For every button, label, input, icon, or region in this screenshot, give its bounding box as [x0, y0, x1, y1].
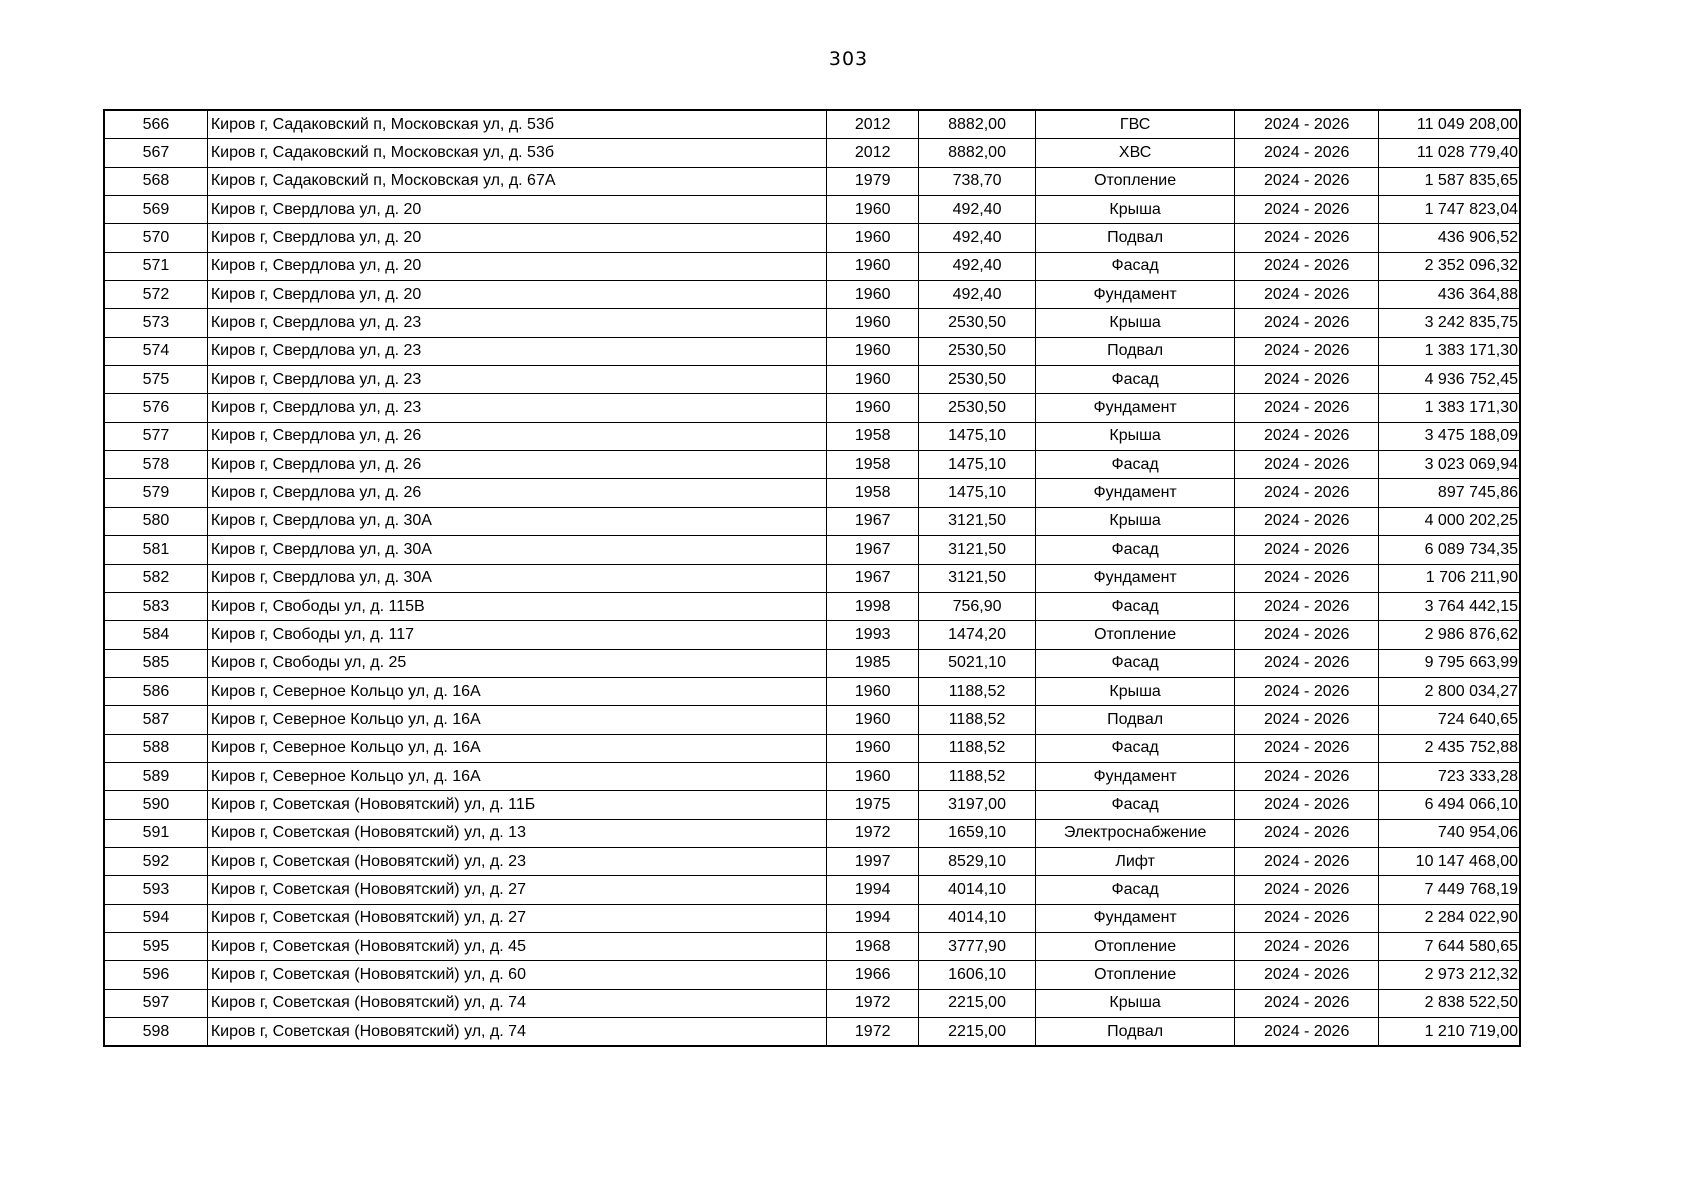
- year-built-cell: 1985: [827, 649, 919, 677]
- table-row: [104, 791, 1520, 819]
- row-number-cell: 577: [104, 422, 207, 450]
- period-cell: 2024 - 2026: [1235, 167, 1379, 195]
- year-built-cell: 1993: [827, 621, 919, 649]
- area-cell: 492,40: [919, 224, 1035, 252]
- table-row: [104, 139, 1520, 167]
- area-cell: 8529,10: [919, 847, 1035, 875]
- table-row: [104, 904, 1520, 932]
- period-cell: 2024 - 2026: [1235, 281, 1379, 309]
- area-cell: 492,40: [919, 252, 1035, 280]
- area-cell: 1475,10: [919, 479, 1035, 507]
- address-cell: Киров г, Советская (Нововятский) ул, д. 45: [207, 932, 826, 960]
- table-row: [104, 876, 1520, 904]
- year-built-cell: 1958: [827, 479, 919, 507]
- table-row: [104, 989, 1520, 1017]
- address-cell: Киров г, Свердлова ул, д. 26: [207, 422, 826, 450]
- period-cell: 2024 - 2026: [1235, 422, 1379, 450]
- period-cell: 2024 - 2026: [1235, 110, 1379, 139]
- cost-cell: 7 644 580,65: [1378, 932, 1520, 960]
- cost-cell: 3 242 835,75: [1378, 309, 1520, 337]
- period-cell: 2024 - 2026: [1235, 196, 1379, 224]
- table-row: [104, 677, 1520, 705]
- table-row: [104, 847, 1520, 875]
- area-cell: 1474,20: [919, 621, 1035, 649]
- area-cell: 492,40: [919, 281, 1035, 309]
- cost-cell: 11 049 208,00: [1378, 110, 1520, 139]
- cost-cell: 2 435 752,88: [1378, 734, 1520, 762]
- row-number-cell: 587: [104, 706, 207, 734]
- area-cell: 1659,10: [919, 819, 1035, 847]
- address-cell: Киров г, Свердлова ул, д. 23: [207, 337, 826, 365]
- period-cell: 2024 - 2026: [1235, 847, 1379, 875]
- address-cell: Киров г, Садаковский п, Московская ул, д. 53б: [207, 110, 826, 139]
- year-built-cell: 1960: [827, 196, 919, 224]
- year-built-cell: 1972: [827, 1018, 919, 1047]
- table-row: [104, 507, 1520, 535]
- work-type-cell: Крыша: [1035, 677, 1235, 705]
- year-built-cell: 1972: [827, 819, 919, 847]
- table-row: [104, 1018, 1520, 1047]
- year-built-cell: 1960: [827, 337, 919, 365]
- work-type-cell: Фундамент: [1035, 394, 1235, 422]
- row-number-cell: 586: [104, 677, 207, 705]
- address-cell: Киров г, Свободы ул, д. 115В: [207, 592, 826, 620]
- work-type-cell: Фасад: [1035, 536, 1235, 564]
- row-number-cell: 579: [104, 479, 207, 507]
- year-built-cell: 1958: [827, 451, 919, 479]
- period-cell: 2024 - 2026: [1235, 876, 1379, 904]
- work-type-cell: Фундамент: [1035, 762, 1235, 790]
- year-built-cell: 1960: [827, 309, 919, 337]
- address-cell: Киров г, Советская (Нововятский) ул, д. 60: [207, 961, 826, 989]
- row-number-cell: 589: [104, 762, 207, 790]
- area-cell: 3777,90: [919, 932, 1035, 960]
- row-number-cell: 572: [104, 281, 207, 309]
- work-type-cell: Отопление: [1035, 961, 1235, 989]
- cost-cell: 724 640,65: [1378, 706, 1520, 734]
- address-cell: Киров г, Северное Кольцо ул, д. 16А: [207, 734, 826, 762]
- period-cell: 2024 - 2026: [1235, 961, 1379, 989]
- period-cell: 2024 - 2026: [1235, 932, 1379, 960]
- area-cell: 1188,52: [919, 734, 1035, 762]
- address-cell: Киров г, Советская (Нововятский) ул, д. 13: [207, 819, 826, 847]
- period-cell: 2024 - 2026: [1235, 621, 1379, 649]
- area-cell: 1475,10: [919, 422, 1035, 450]
- row-number-cell: 571: [104, 252, 207, 280]
- area-cell: 756,90: [919, 592, 1035, 620]
- cost-cell: 1 383 171,30: [1378, 394, 1520, 422]
- address-cell: Киров г, Свердлова ул, д. 30А: [207, 564, 826, 592]
- table-row: [104, 621, 1520, 649]
- cost-cell: 2 973 212,32: [1378, 961, 1520, 989]
- row-number-cell: 592: [104, 847, 207, 875]
- table-row: [104, 309, 1520, 337]
- table-row: [104, 479, 1520, 507]
- year-built-cell: 1972: [827, 989, 919, 1017]
- row-number-cell: 585: [104, 649, 207, 677]
- cost-cell: 3 023 069,94: [1378, 451, 1520, 479]
- period-cell: 2024 - 2026: [1235, 337, 1379, 365]
- year-built-cell: 1960: [827, 677, 919, 705]
- address-cell: Киров г, Свободы ул, д. 25: [207, 649, 826, 677]
- address-cell: Киров г, Свердлова ул, д. 20: [207, 196, 826, 224]
- row-number-cell: 595: [104, 932, 207, 960]
- work-type-cell: Фасад: [1035, 592, 1235, 620]
- cost-cell: 3 475 188,09: [1378, 422, 1520, 450]
- row-number-cell: 566: [104, 110, 207, 139]
- work-type-cell: Подвал: [1035, 706, 1235, 734]
- period-cell: 2024 - 2026: [1235, 479, 1379, 507]
- cost-cell: 9 795 663,99: [1378, 649, 1520, 677]
- area-cell: 3197,00: [919, 791, 1035, 819]
- address-cell: Киров г, Свердлова ул, д. 20: [207, 281, 826, 309]
- year-built-cell: 1960: [827, 281, 919, 309]
- table-row: [104, 167, 1520, 195]
- address-cell: Киров г, Свердлова ул, д. 30А: [207, 536, 826, 564]
- year-built-cell: 1968: [827, 932, 919, 960]
- cost-cell: 436 906,52: [1378, 224, 1520, 252]
- table-row: [104, 961, 1520, 989]
- cost-cell: 436 364,88: [1378, 281, 1520, 309]
- work-type-cell: Отопление: [1035, 167, 1235, 195]
- table-row: [104, 196, 1520, 224]
- work-type-cell: Фасад: [1035, 791, 1235, 819]
- period-cell: 2024 - 2026: [1235, 139, 1379, 167]
- address-cell: Киров г, Северное Кольцо ул, д. 16А: [207, 762, 826, 790]
- cost-cell: 1 706 211,90: [1378, 564, 1520, 592]
- area-cell: 8882,00: [919, 110, 1035, 139]
- cost-cell: 4 000 202,25: [1378, 507, 1520, 535]
- area-cell: 4014,10: [919, 904, 1035, 932]
- address-cell: Киров г, Свердлова ул, д. 20: [207, 224, 826, 252]
- work-type-cell: Крыша: [1035, 989, 1235, 1017]
- cost-cell: 6 089 734,35: [1378, 536, 1520, 564]
- area-cell: 492,40: [919, 196, 1035, 224]
- row-number-cell: 567: [104, 139, 207, 167]
- address-cell: Киров г, Советская (Нововятский) ул, д. 11Б: [207, 791, 826, 819]
- address-cell: Киров г, Советская (Нововятский) ул, д. 27: [207, 904, 826, 932]
- cost-cell: 2 800 034,27: [1378, 677, 1520, 705]
- row-number-cell: 590: [104, 791, 207, 819]
- year-built-cell: 1998: [827, 592, 919, 620]
- period-cell: 2024 - 2026: [1235, 1018, 1379, 1047]
- period-cell: 2024 - 2026: [1235, 791, 1379, 819]
- area-cell: 8882,00: [919, 139, 1035, 167]
- cost-cell: 4 936 752,45: [1378, 366, 1520, 394]
- work-type-cell: ГВС: [1035, 110, 1235, 139]
- work-type-cell: Крыша: [1035, 422, 1235, 450]
- cost-cell: 1 210 719,00: [1378, 1018, 1520, 1047]
- address-cell: Киров г, Свердлова ул, д. 30А: [207, 507, 826, 535]
- area-cell: 1475,10: [919, 451, 1035, 479]
- year-built-cell: 1967: [827, 564, 919, 592]
- year-built-cell: 1966: [827, 961, 919, 989]
- work-type-cell: Фасад: [1035, 366, 1235, 394]
- year-built-cell: 1967: [827, 536, 919, 564]
- work-type-cell: Крыша: [1035, 196, 1235, 224]
- area-cell: 5021,10: [919, 649, 1035, 677]
- row-number-cell: 576: [104, 394, 207, 422]
- row-number-cell: 584: [104, 621, 207, 649]
- table-row: [104, 451, 1520, 479]
- work-type-cell: Фундамент: [1035, 281, 1235, 309]
- row-number-cell: 598: [104, 1018, 207, 1047]
- table-row: [104, 110, 1520, 139]
- table-row: [104, 592, 1520, 620]
- work-type-cell: Фасад: [1035, 734, 1235, 762]
- repair-program-table: [103, 109, 1521, 1047]
- year-built-cell: 1960: [827, 252, 919, 280]
- period-cell: 2024 - 2026: [1235, 507, 1379, 535]
- work-type-cell: Электроснабжение: [1035, 819, 1235, 847]
- table-row: [104, 394, 1520, 422]
- period-cell: 2024 - 2026: [1235, 309, 1379, 337]
- work-type-cell: Фасад: [1035, 876, 1235, 904]
- area-cell: 1188,52: [919, 706, 1035, 734]
- year-built-cell: 1960: [827, 706, 919, 734]
- table-row: [104, 762, 1520, 790]
- period-cell: 2024 - 2026: [1235, 677, 1379, 705]
- period-cell: 2024 - 2026: [1235, 904, 1379, 932]
- address-cell: Киров г, Советская (Нововятский) ул, д. 74: [207, 1018, 826, 1047]
- work-type-cell: Подвал: [1035, 1018, 1235, 1047]
- year-built-cell: 1960: [827, 762, 919, 790]
- address-cell: Киров г, Советская (Нововятский) ул, д. 74: [207, 989, 826, 1017]
- period-cell: 2024 - 2026: [1235, 706, 1379, 734]
- row-number-cell: 568: [104, 167, 207, 195]
- row-number-cell: 581: [104, 536, 207, 564]
- row-number-cell: 597: [104, 989, 207, 1017]
- area-cell: 2530,50: [919, 394, 1035, 422]
- cost-cell: 897 745,86: [1378, 479, 1520, 507]
- work-type-cell: Подвал: [1035, 337, 1235, 365]
- row-number-cell: 594: [104, 904, 207, 932]
- table-row: [104, 337, 1520, 365]
- period-cell: 2024 - 2026: [1235, 592, 1379, 620]
- table-row: [104, 932, 1520, 960]
- year-built-cell: 2012: [827, 110, 919, 139]
- table-row: [104, 649, 1520, 677]
- work-type-cell: Подвал: [1035, 224, 1235, 252]
- year-built-cell: 1979: [827, 167, 919, 195]
- table-row: [104, 252, 1520, 280]
- area-cell: 1188,52: [919, 677, 1035, 705]
- cost-cell: 11 028 779,40: [1378, 139, 1520, 167]
- area-cell: 1188,52: [919, 762, 1035, 790]
- work-type-cell: Отопление: [1035, 621, 1235, 649]
- area-cell: 2530,50: [919, 309, 1035, 337]
- cost-cell: 1 587 835,65: [1378, 167, 1520, 195]
- address-cell: Киров г, Свердлова ул, д. 23: [207, 394, 826, 422]
- period-cell: 2024 - 2026: [1235, 819, 1379, 847]
- period-cell: 2024 - 2026: [1235, 762, 1379, 790]
- year-built-cell: 1975: [827, 791, 919, 819]
- table-row: [104, 224, 1520, 252]
- work-type-cell: Крыша: [1035, 507, 1235, 535]
- period-cell: 2024 - 2026: [1235, 366, 1379, 394]
- table-row: [104, 281, 1520, 309]
- area-cell: 3121,50: [919, 507, 1035, 535]
- work-type-cell: ХВС: [1035, 139, 1235, 167]
- year-built-cell: 1997: [827, 847, 919, 875]
- cost-cell: 2 838 522,50: [1378, 989, 1520, 1017]
- address-cell: Киров г, Свободы ул, д. 117: [207, 621, 826, 649]
- address-cell: Киров г, Свердлова ул, д. 26: [207, 479, 826, 507]
- row-number-cell: 580: [104, 507, 207, 535]
- row-number-cell: 582: [104, 564, 207, 592]
- period-cell: 2024 - 2026: [1235, 649, 1379, 677]
- row-number-cell: 570: [104, 224, 207, 252]
- table-body: [104, 110, 1520, 1046]
- work-type-cell: Фундамент: [1035, 904, 1235, 932]
- address-cell: Киров г, Свердлова ул, д. 23: [207, 366, 826, 394]
- cost-cell: 2 284 022,90: [1378, 904, 1520, 932]
- address-cell: Киров г, Северное Кольцо ул, д. 16А: [207, 677, 826, 705]
- cost-cell: 2 352 096,32: [1378, 252, 1520, 280]
- period-cell: 2024 - 2026: [1235, 451, 1379, 479]
- period-cell: 2024 - 2026: [1235, 394, 1379, 422]
- table-row: [104, 734, 1520, 762]
- cost-cell: 740 954,06: [1378, 819, 1520, 847]
- area-cell: 3121,50: [919, 536, 1035, 564]
- period-cell: 2024 - 2026: [1235, 734, 1379, 762]
- address-cell: Киров г, Советская (Нововятский) ул, д. 27: [207, 876, 826, 904]
- table-row: [104, 536, 1520, 564]
- address-cell: Киров г, Свердлова ул, д. 26: [207, 451, 826, 479]
- area-cell: 4014,10: [919, 876, 1035, 904]
- table-row: [104, 819, 1520, 847]
- table-row: [104, 706, 1520, 734]
- year-built-cell: 1960: [827, 224, 919, 252]
- page-number: 303: [828, 48, 869, 70]
- work-type-cell: Фасад: [1035, 649, 1235, 677]
- address-cell: Киров г, Свердлова ул, д. 20: [207, 252, 826, 280]
- row-number-cell: 573: [104, 309, 207, 337]
- address-cell: Киров г, Свердлова ул, д. 23: [207, 309, 826, 337]
- area-cell: 3121,50: [919, 564, 1035, 592]
- row-number-cell: 596: [104, 961, 207, 989]
- year-built-cell: 1967: [827, 507, 919, 535]
- period-cell: 2024 - 2026: [1235, 989, 1379, 1017]
- work-type-cell: Фундамент: [1035, 479, 1235, 507]
- cost-cell: 723 333,28: [1378, 762, 1520, 790]
- row-number-cell: 588: [104, 734, 207, 762]
- area-cell: 738,70: [919, 167, 1035, 195]
- address-cell: Киров г, Советская (Нововятский) ул, д. 23: [207, 847, 826, 875]
- area-cell: 2215,00: [919, 989, 1035, 1017]
- cost-cell: 3 764 442,15: [1378, 592, 1520, 620]
- work-type-cell: Отопление: [1035, 932, 1235, 960]
- work-type-cell: Фасад: [1035, 451, 1235, 479]
- address-cell: Киров г, Садаковский п, Московская ул, д. 67А: [207, 167, 826, 195]
- area-cell: 2215,00: [919, 1018, 1035, 1047]
- row-number-cell: 578: [104, 451, 207, 479]
- cost-cell: 1 383 171,30: [1378, 337, 1520, 365]
- row-number-cell: 593: [104, 876, 207, 904]
- year-built-cell: 1958: [827, 422, 919, 450]
- work-type-cell: Лифт: [1035, 847, 1235, 875]
- table-row: [104, 366, 1520, 394]
- year-built-cell: 1960: [827, 366, 919, 394]
- area-cell: 2530,50: [919, 366, 1035, 394]
- cost-cell: 7 449 768,19: [1378, 876, 1520, 904]
- row-number-cell: 591: [104, 819, 207, 847]
- area-cell: 1606,10: [919, 961, 1035, 989]
- period-cell: 2024 - 2026: [1235, 224, 1379, 252]
- address-cell: Киров г, Садаковский п, Московская ул, д. 53б: [207, 139, 826, 167]
- period-cell: 2024 - 2026: [1235, 536, 1379, 564]
- work-type-cell: Крыша: [1035, 309, 1235, 337]
- work-type-cell: Фасад: [1035, 252, 1235, 280]
- row-number-cell: 569: [104, 196, 207, 224]
- table-row: [104, 422, 1520, 450]
- year-built-cell: 1960: [827, 394, 919, 422]
- row-number-cell: 583: [104, 592, 207, 620]
- row-number-cell: 575: [104, 366, 207, 394]
- area-cell: 2530,50: [919, 337, 1035, 365]
- address-cell: Киров г, Северное Кольцо ул, д. 16А: [207, 706, 826, 734]
- year-built-cell: 1994: [827, 876, 919, 904]
- row-number-cell: 574: [104, 337, 207, 365]
- cost-cell: 1 747 823,04: [1378, 196, 1520, 224]
- cost-cell: 10 147 468,00: [1378, 847, 1520, 875]
- cost-cell: 2 986 876,62: [1378, 621, 1520, 649]
- table-row: [104, 564, 1520, 592]
- year-built-cell: 1960: [827, 734, 919, 762]
- work-type-cell: Фундамент: [1035, 564, 1235, 592]
- year-built-cell: 2012: [827, 139, 919, 167]
- period-cell: 2024 - 2026: [1235, 564, 1379, 592]
- year-built-cell: 1994: [827, 904, 919, 932]
- period-cell: 2024 - 2026: [1235, 252, 1379, 280]
- cost-cell: 6 494 066,10: [1378, 791, 1520, 819]
